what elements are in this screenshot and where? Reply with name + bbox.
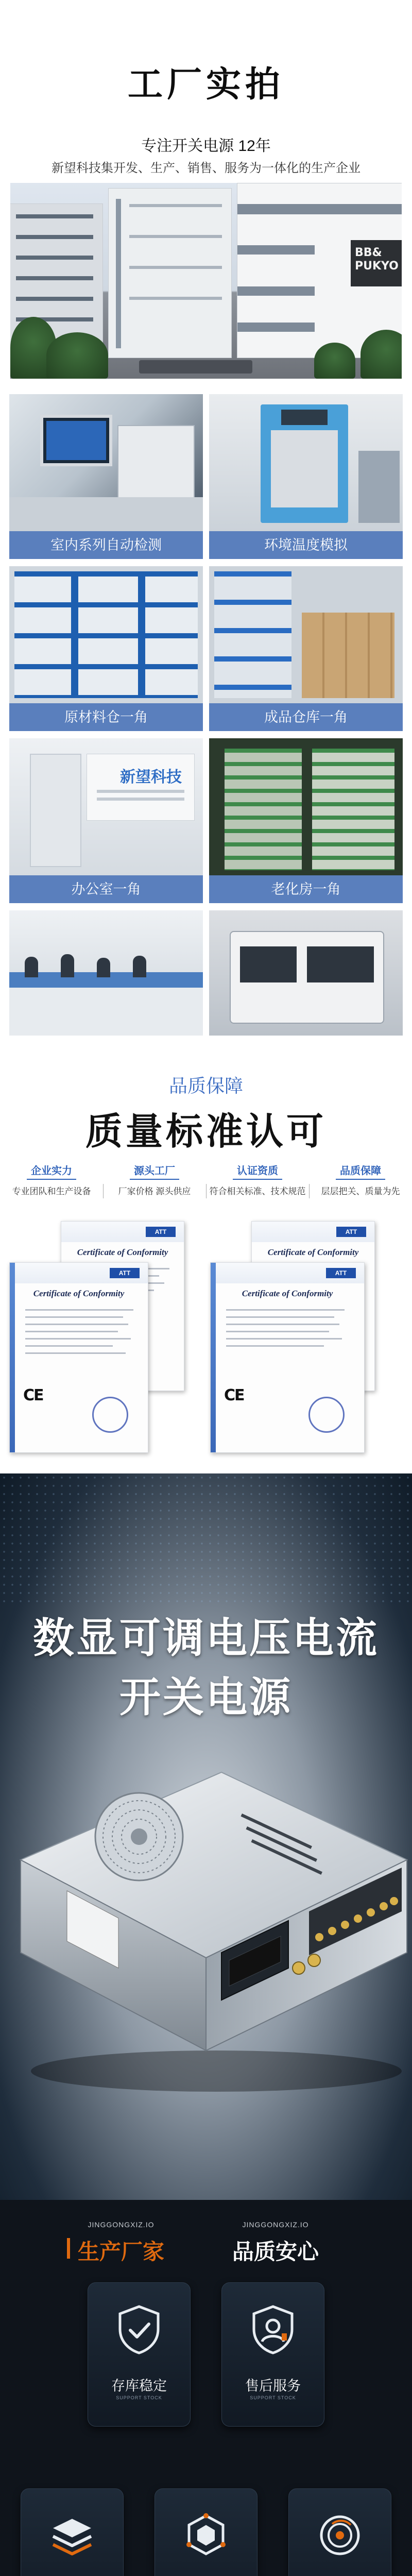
photo-caption: 老化房一角 — [209, 875, 403, 903]
feature-item — [103, 1162, 206, 1197]
photo-caption: 成品仓库一角 — [209, 703, 403, 731]
feature-item — [309, 1162, 412, 1197]
feature-desc: 厂家价格 源头供应 — [118, 1187, 191, 1196]
cert-title: Certificate of Conformity — [33, 1289, 125, 1298]
dot-pattern — [0, 1473, 412, 1607]
cert-title: Certificate of Conformity — [267, 1247, 359, 1257]
feature-tile — [88, 2282, 191, 2427]
tile-label: 售后服务 — [245, 2378, 301, 2394]
tile-sublabel: SUPPORT STOCK — [250, 2395, 296, 2400]
power-supply-image — [0, 1741, 412, 2133]
feature-item — [0, 1162, 103, 1197]
factory-building-photo — [10, 183, 402, 379]
right-heading: 品质安心 — [232, 2240, 319, 2264]
building-sign: BB& PUKYO — [355, 246, 399, 273]
feature-title: 认证资质 — [233, 1162, 282, 1180]
feature-title: 企业实力 — [27, 1162, 76, 1180]
tree — [46, 332, 108, 379]
right-english-label: JINGGONGXIZ.IO — [242, 2221, 309, 2229]
quality-big-title: 质量标准认可 — [85, 1111, 327, 1153]
tile-sublabel: SUPPORT STOCK — [116, 2395, 162, 2400]
feature-item — [206, 1162, 309, 1197]
certificates-area — [9, 1221, 403, 1458]
cert-logo: ATT — [326, 1268, 356, 1278]
cert-logo: ATT — [336, 1227, 366, 1237]
cert-title: Certificate of Conformity — [77, 1247, 168, 1257]
bottom-section — [0, 2200, 412, 2576]
tile-label: 存库稳定 — [111, 2378, 167, 2394]
feature-tile — [21, 2488, 124, 2576]
quality-small-title: 品质保障 — [168, 1075, 243, 1096]
feature-desc: 符合相关标准、技术规范 — [209, 1187, 306, 1196]
photo-tile — [209, 394, 403, 559]
check-shield-icon — [116, 2303, 162, 2355]
cert-stamp — [308, 1397, 345, 1433]
aging-room-photo — [209, 738, 403, 875]
feature-tile — [154, 2488, 258, 2576]
production-line-photo — [9, 910, 203, 1047]
service-shield-icon — [250, 2303, 296, 2355]
product-section — [0, 1473, 412, 2200]
disc-icon — [317, 2510, 363, 2561]
photo-tile — [9, 394, 203, 559]
certificate — [9, 1262, 148, 1453]
cert-stamp — [92, 1397, 128, 1433]
feature-tile — [221, 2282, 324, 2427]
photo-tile — [9, 566, 203, 731]
photo-tile — [9, 738, 203, 903]
raw-material-warehouse-photo — [9, 566, 203, 703]
photo-tile — [209, 738, 403, 903]
wave-soldering-photo — [209, 910, 403, 1047]
layers-icon — [49, 2510, 95, 2561]
testing-equipment-photo — [9, 394, 203, 531]
product-title-line2: 开关电源 — [119, 1674, 293, 1720]
photo-tile — [209, 566, 403, 731]
feature-title: 品质保障 — [336, 1162, 385, 1180]
product-title-line1: 数显可调电压电流 — [33, 1615, 379, 1661]
feature-desc: 专业团队和生产设备 — [12, 1187, 91, 1196]
environment-chamber-photo — [209, 394, 403, 531]
certificate — [210, 1262, 365, 1453]
quality-section — [0, 1036, 412, 1473]
cert-logo: ATT — [110, 1268, 140, 1278]
factory-title: 工厂实拍 — [127, 65, 284, 104]
feature-tile — [288, 2488, 391, 2576]
photo-caption: 环境温度模拟 — [209, 531, 403, 559]
office-wall-logo: 新望科技 — [120, 769, 182, 786]
cert-title: Certificate of Conformity — [242, 1289, 333, 1298]
left-heading: 生产厂家 — [77, 2240, 164, 2264]
ce-mark: CE — [224, 1386, 244, 1404]
office-photo — [9, 738, 203, 875]
factory-description: 新望科技集开发、生产、销售、服务为一体化的生产企业 — [52, 161, 360, 175]
building-middle — [108, 188, 232, 358]
photo-caption: 室内系列自动检测 — [9, 531, 203, 559]
ce-mark: CE — [23, 1386, 43, 1404]
left-english-label: JINGGONGXIZ.IO — [88, 2221, 154, 2229]
photo-caption: 原材料仓一角 — [9, 703, 203, 731]
tree — [314, 343, 355, 379]
finished-goods-warehouse-photo — [209, 566, 403, 703]
cube-icon — [183, 2510, 229, 2561]
factory-subtitle: 专注开关电源 12年 — [141, 138, 271, 155]
cert-logo: ATT — [146, 1227, 176, 1237]
photo-caption: 办公室一角 — [9, 875, 203, 903]
feature-desc: 层层把关、质量为先 — [321, 1187, 400, 1196]
factory-section — [0, 0, 412, 1036]
parked-car — [139, 360, 252, 374]
feature-title: 源头工厂 — [130, 1162, 179, 1180]
